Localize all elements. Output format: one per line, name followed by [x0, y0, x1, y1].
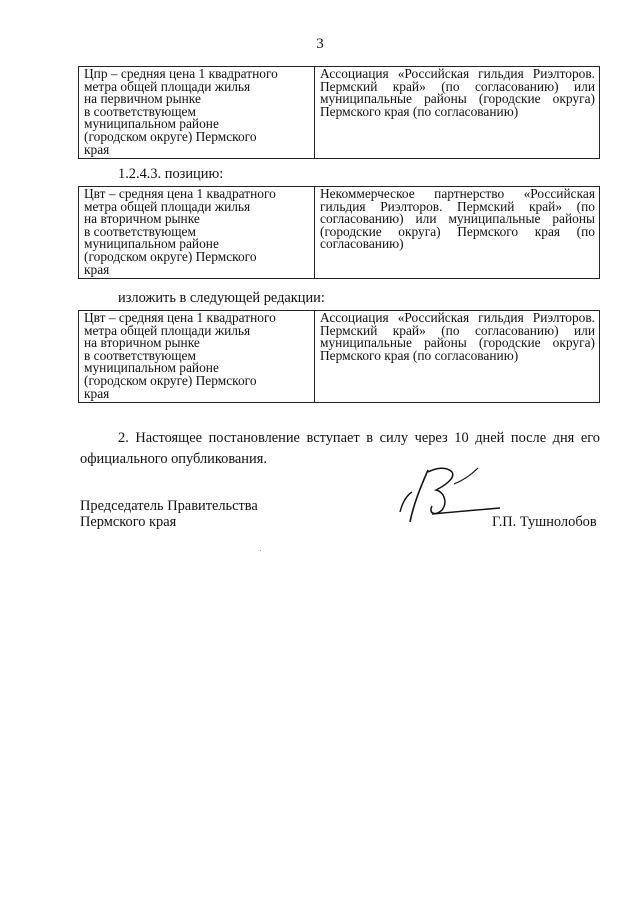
variable-description [79, 311, 315, 403]
description-line: края [84, 261, 110, 277]
table-row [79, 187, 600, 279]
definition-table-primary-market [78, 66, 600, 159]
table-row [79, 67, 600, 159]
signatory-title-line: Пермского края [80, 514, 177, 530]
description-line: метра общей площади жилья [84, 198, 251, 214]
signatory-title [80, 498, 258, 530]
scan-speck [260, 550, 261, 551]
data-source: Ассоциация «Российская гильдия Риэлторов. Пермский край» (по согласованию) или муниципальные районы (городские округа) Пермского края (по согласованию) [315, 311, 600, 403]
description-line: на вторичном рынке [84, 211, 200, 227]
description-line: (городском округе) Пермского [84, 248, 257, 264]
paragraph-text: 2. Настоящее постановление вступает в силу через 10 дней после дня его официального опубликования. [80, 430, 600, 467]
description-line: на первичном рынке [84, 91, 201, 107]
definition-table-secondary-market-old [78, 186, 600, 279]
effective-date-paragraph [80, 428, 600, 470]
definition-table-secondary-market-new [78, 310, 600, 403]
description-line: Цвт – средняя цена 1 квадратного [84, 310, 276, 325]
description-line: края [84, 141, 110, 157]
description-line: на вторичном рынке [84, 335, 200, 351]
description-line: в соответствующем [84, 103, 196, 119]
description-line: Цвт – средняя цена 1 квадратного [84, 186, 276, 201]
page-number: 3 [316, 36, 324, 52]
data-source: Некоммерческое партнерство «Российская гильдия Риэлторов. Пермский край» (по согласованию) или муниципальные районы (городские округа) Пермского края (по согласованию) [315, 187, 600, 279]
description-line: в соответствующем [84, 223, 196, 239]
description-line: метра общей площади жилья [84, 322, 251, 338]
position-label: 1.2.4.3. позицию: [118, 166, 224, 182]
description-line: края [84, 385, 110, 401]
table-row [79, 311, 600, 403]
description-line: муниципальном районе [84, 116, 219, 132]
description-line: в соответствующем [84, 347, 196, 363]
variable-description [79, 67, 315, 159]
edit-instruction: изложить в следующей редакции: [118, 290, 325, 306]
description-line: муниципальном районе [84, 360, 219, 376]
description-line: муниципальном районе [84, 236, 219, 252]
description-line: Цпр – средняя цена 1 квадратного [84, 66, 278, 81]
data-source: Ассоциация «Российская гильдия Риэлторов. Пермский край» (по согласованию) или муниципальные районы (городские округа) Пермского края (по согласованию) [315, 67, 600, 159]
handwritten-signature [392, 462, 504, 530]
variable-description [79, 187, 315, 279]
description-line: (городском округе) Пермского [84, 128, 257, 144]
signatory-title-line: Председатель Правительства [80, 498, 258, 514]
description-line: метра общей площади жилья [84, 78, 251, 94]
description-line: (городском округе) Пермского [84, 372, 257, 388]
signatory-name: Г.П. Тушнолобов [492, 514, 597, 530]
